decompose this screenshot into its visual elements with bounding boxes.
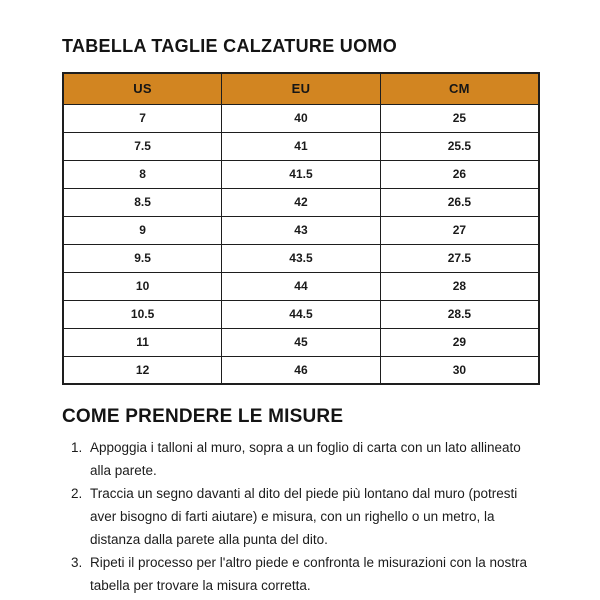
- table-row: [63, 244, 539, 272]
- table-cell: 10: [63, 272, 222, 300]
- table-cell: 11: [63, 328, 222, 356]
- table-cell: 30: [380, 356, 539, 384]
- table-row: [63, 132, 539, 160]
- table-row: [63, 188, 539, 216]
- table-cell: 29: [380, 328, 539, 356]
- column-header-eu: EU: [222, 73, 381, 104]
- table-header-row: [63, 73, 539, 104]
- instruction-item: 1. Appoggia i talloni al muro, sopra a un foglio di carta con un lato allineato alla parete.: [86, 437, 534, 483]
- instruction-item: 2. Traccia un segno davanti al dito del piede più lontano dal muro (potresti aver bisogno di farti aiutare) e misura, con un righello o un metro, la distanza dalla parete alla punta del dito.: [86, 483, 534, 552]
- table-cell: 12: [63, 356, 222, 384]
- table-cell: 28: [380, 272, 539, 300]
- table-cell: 28.5: [380, 300, 539, 328]
- table-cell: 7.5: [63, 132, 222, 160]
- table-cell: 43: [222, 216, 381, 244]
- table-cell: 8: [63, 160, 222, 188]
- table-row: [63, 272, 539, 300]
- table-cell: 27.5: [380, 244, 539, 272]
- instruction-item: 3. Ripeti il processo per l'altro piede e confronta le misurazioni con la nostra tabella per trovare la misura corretta.: [86, 552, 534, 598]
- table-cell: 44: [222, 272, 381, 300]
- table-row: [63, 328, 539, 356]
- column-header-cm: CM: [380, 73, 539, 104]
- table-row: [63, 104, 539, 132]
- table-cell: 9.5: [63, 244, 222, 272]
- instructions-list: [62, 437, 534, 598]
- table-row: [63, 356, 539, 384]
- table-cell: 46: [222, 356, 381, 384]
- table-cell: 25.5: [380, 132, 539, 160]
- table-cell: 41.5: [222, 160, 381, 188]
- table-cell: 25: [380, 104, 539, 132]
- column-header-us: US: [63, 73, 222, 104]
- table-cell: 45: [222, 328, 381, 356]
- table-cell: 7: [63, 104, 222, 132]
- table-cell: 9: [63, 216, 222, 244]
- instructions-title: COME PRENDERE LE MISURE: [62, 406, 344, 427]
- table-row: [63, 216, 539, 244]
- table-cell: 41: [222, 132, 381, 160]
- table-cell: 43.5: [222, 244, 381, 272]
- table-cell: 42: [222, 188, 381, 216]
- table-row: [63, 300, 539, 328]
- table-row: [63, 160, 539, 188]
- size-table-title: TABELLA TAGLIE CALZATURE UOMO: [62, 36, 397, 56]
- table-cell: 40: [222, 104, 381, 132]
- table-cell: 26: [380, 160, 539, 188]
- table-cell: 8.5: [63, 188, 222, 216]
- table-cell: 26.5: [380, 188, 539, 216]
- size-chart-table: [62, 72, 540, 385]
- table-cell: 27: [380, 216, 539, 244]
- table-cell: 10.5: [63, 300, 222, 328]
- table-cell: 44.5: [222, 300, 381, 328]
